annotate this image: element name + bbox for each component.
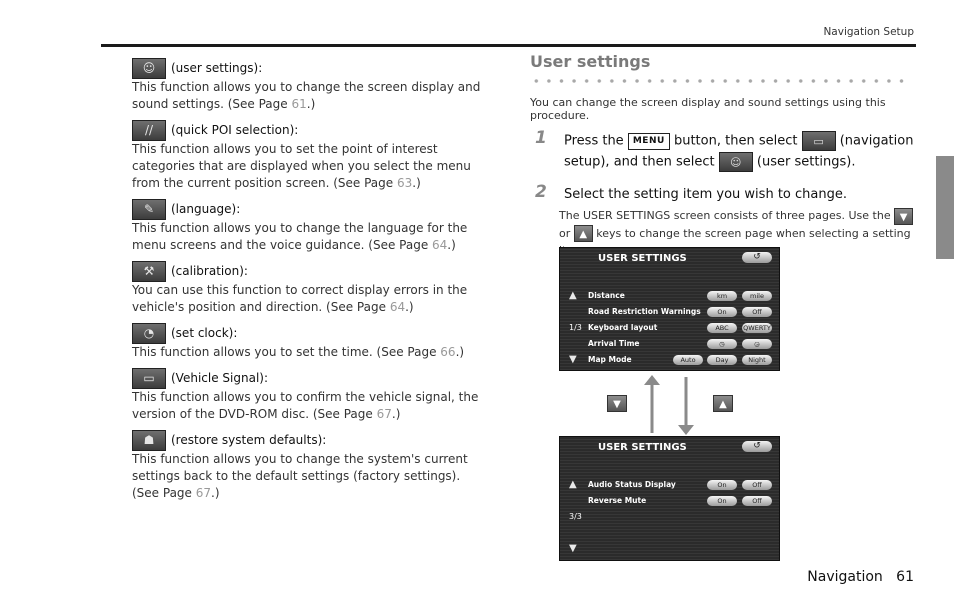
item-description: This function allows you to confirm the vehicle signal, the version of the DVD-ROM disc. (See Page 67.) (132, 390, 479, 421)
page-up-icon[interactable]: ▲ (569, 479, 577, 490)
quick-poi-icon: // (132, 120, 166, 141)
setting-row (560, 479, 779, 491)
page-down-icon[interactable]: ▼ (569, 543, 577, 554)
vehicle-signal-icon: ▭ (132, 368, 166, 389)
item-description: You can use this function to correct display errors in the vehicle's position and direction. (See Page 64.) (132, 283, 468, 314)
up-arrow-icon (644, 375, 660, 433)
page-down-icon[interactable]: ▼ (569, 354, 577, 365)
back-button[interactable]: ↺ (742, 252, 772, 263)
down-arrow-icon (678, 377, 694, 435)
item-label: (user settings): (171, 61, 263, 75)
list-item (132, 198, 488, 254)
navigation-setup-icon: ▭ (802, 131, 836, 151)
screen-title: USER SETTINGS (598, 442, 687, 453)
page-ref: 67 (195, 486, 212, 500)
user-settings-icon: ☺ (132, 58, 166, 79)
setting-row (560, 511, 779, 523)
setting-label: Audio Status Display (588, 480, 676, 489)
item-description: This function allows you to change the screen display and sound settings. (See Page 61.) (132, 80, 481, 111)
setting-label: Map Mode (588, 355, 632, 364)
calibration-icon: ⚒ (132, 261, 166, 282)
list-item (132, 57, 488, 113)
screen-title: USER SETTINGS (598, 253, 687, 264)
set-clock-icon: ◔ (132, 323, 166, 344)
language-icon: ✎ (132, 199, 166, 220)
list-item (132, 429, 488, 502)
dotted-divider (530, 79, 910, 83)
list-item (132, 260, 488, 316)
item-label: (calibration): (171, 264, 248, 278)
menu-button: MENU (628, 133, 670, 150)
step-text: Select the setting item you wish to change. (564, 187, 847, 202)
list-item (132, 322, 488, 361)
item-label: (quick POI selection): (171, 123, 299, 137)
option-button[interactable]: Off (742, 480, 772, 490)
clock-option-icon[interactable]: ◷ (707, 339, 737, 349)
setting-row (560, 338, 779, 350)
clock-option-icon[interactable]: ◶ (742, 339, 772, 349)
page-ref: 64 (432, 238, 448, 252)
user-settings-icon: ☺ (719, 152, 753, 172)
setting-row (560, 495, 779, 507)
option-button[interactable]: On (707, 480, 737, 490)
option-button[interactable]: ABC (707, 323, 737, 333)
option-button[interactable]: Night (742, 355, 772, 365)
procedure-section (530, 52, 920, 122)
item-description: This function allows you to change the system's current settings back to the default settings (factory settings). (See Page 67.) (132, 452, 468, 500)
item-description: This function allows you to change the language for the menu screens and the voice guidance. (See Page 64.) (132, 221, 468, 252)
page-ref: 63 (396, 176, 413, 190)
option-button[interactable]: QWERTY (743, 324, 771, 332)
page-ref: 67 (376, 407, 392, 421)
step-number: 1 (535, 128, 547, 148)
user-settings-screen-page-3 (559, 436, 780, 561)
list-item (132, 367, 488, 423)
setting-label: Reverse Mute (588, 496, 647, 505)
setting-label: Distance (588, 291, 625, 300)
page-up-icon: ▲ (574, 225, 593, 242)
section-intro: You can change the screen display and sound settings using this procedure. (530, 96, 886, 122)
setting-row (560, 306, 779, 318)
page-footer (807, 569, 914, 585)
restore-defaults-icon: ☗ (132, 430, 166, 451)
setting-label: Road Restriction Warnings (588, 307, 701, 316)
step-number: 2 (535, 182, 547, 202)
step-text: Press the MENU button, then select ▭ (navigation setup), and then select ☺ (user settings). (564, 131, 924, 172)
setting-row (560, 322, 779, 334)
page-ref: 61 (291, 97, 307, 111)
item-description: This function allows you to set the point of interest categories that are displayed when you select the menu from the current position screen. (See Page 63.) (132, 142, 471, 190)
back-button[interactable]: ↺ (742, 441, 772, 452)
section-title: User settings (530, 52, 651, 71)
option-button[interactable]: On (707, 496, 737, 506)
item-label: (restore system defaults): (171, 433, 327, 447)
page-up-icon: ▲ (713, 395, 733, 412)
option-button[interactable]: km (707, 291, 737, 301)
option-button[interactable]: Off (742, 496, 772, 506)
page-switch-arrows (640, 375, 700, 435)
page-number: 61 (896, 569, 914, 585)
list-item (132, 119, 488, 192)
setting-label: Keyboard layout (588, 323, 658, 332)
setting-row (560, 290, 779, 302)
option-button[interactable]: Auto (673, 355, 703, 365)
page-ref: 66 (440, 345, 456, 359)
header-rule (101, 44, 916, 47)
item-label: (Vehicle Signal): (171, 371, 268, 385)
option-button[interactable]: On (707, 307, 737, 317)
page-up-icon[interactable]: ▲ (569, 290, 577, 301)
step-1 (535, 128, 925, 178)
option-button[interactable]: mile (742, 291, 772, 301)
setting-row (560, 354, 779, 366)
page-indicator: 3/3 (569, 512, 582, 521)
step-note: The USER SETTINGS screen consists of three pages. Use the ▼ or ▲ keys to change the screen page when selecting a setting (559, 207, 921, 259)
running-header: Navigation Setup (823, 26, 914, 38)
function-list (132, 57, 488, 508)
page-indicator: 1/3 (569, 323, 582, 332)
user-settings-screen-page-1 (559, 247, 780, 371)
page-down-icon: ▼ (894, 208, 913, 225)
option-button[interactable]: Day (707, 355, 737, 365)
setting-row (560, 543, 779, 555)
item-description: This function allows you to set the time. (See Page 66.) (132, 345, 465, 359)
item-label: (set clock): (171, 326, 238, 340)
page-down-icon: ▼ (607, 395, 627, 412)
step-2 (535, 182, 925, 206)
setting-label: Arrival Time (588, 339, 640, 348)
footer-section: Navigation (807, 569, 883, 585)
thumb-tab (936, 156, 954, 259)
option-button[interactable]: Off (742, 307, 772, 317)
page-ref: 64 (389, 300, 406, 314)
item-label: (language): (171, 202, 241, 216)
